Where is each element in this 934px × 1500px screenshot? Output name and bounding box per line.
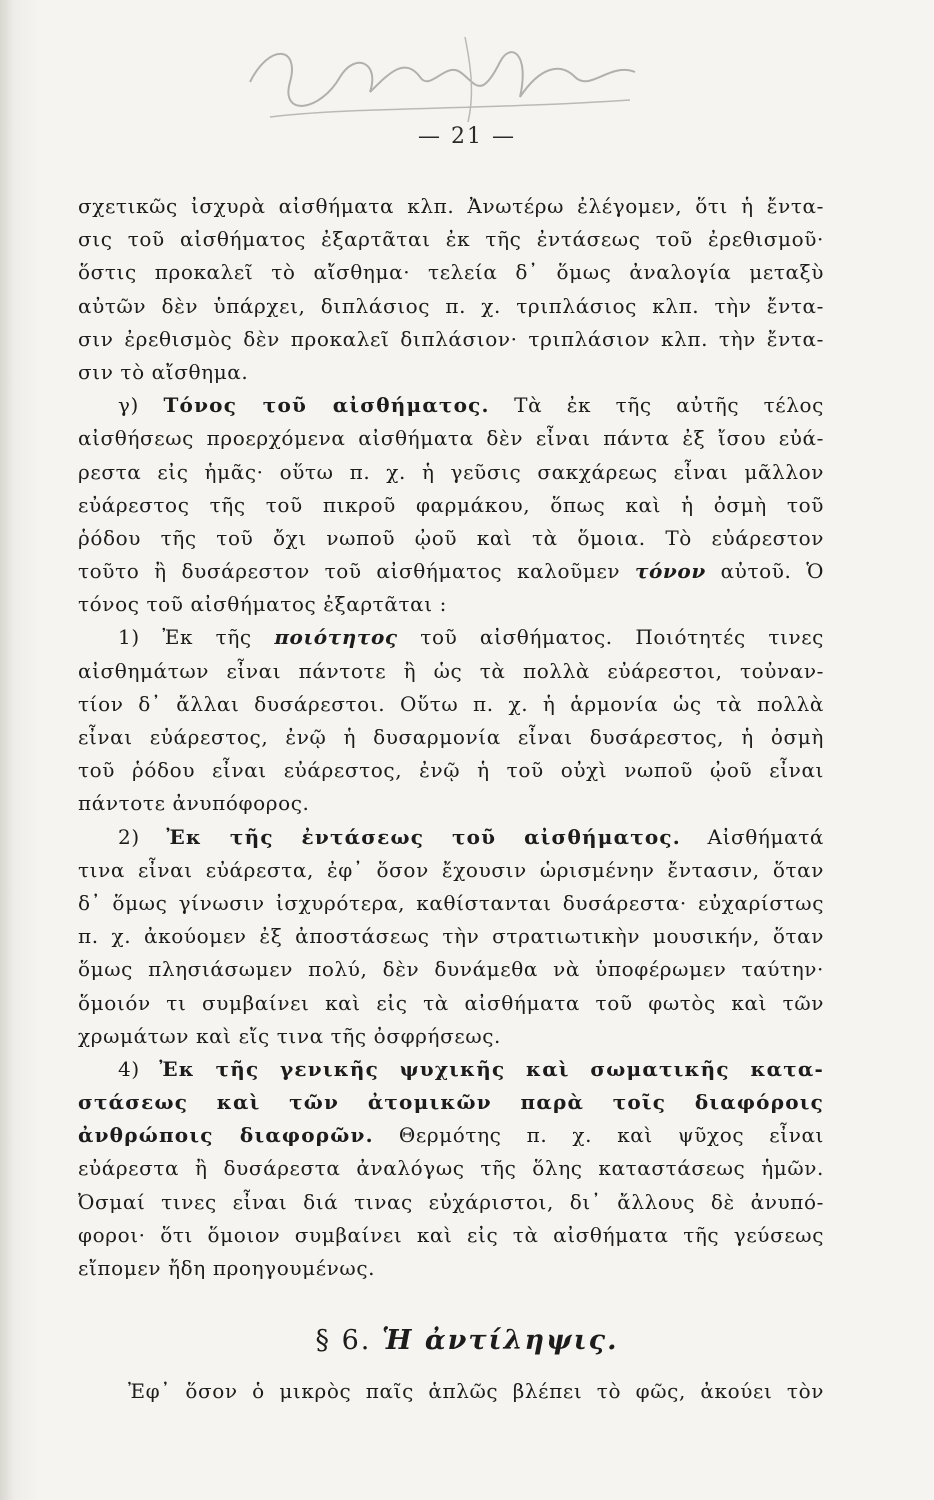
text-line: π. χ. ἀκούομεν ἐξ ἀποστάσεως τὴν στρατιωτικὴν μουσικήν, ὅταν	[78, 924, 824, 949]
text-line	[78, 389, 824, 422]
item-marker: 2)	[118, 824, 167, 849]
text-line: σις τοῦ αἰσθήματος ἐξαρτᾶται ἐκ τῆς ἐντάσεως τοῦ ἐρεθισμοῦ·	[78, 227, 824, 252]
text-line: ρεστα εἰς ἡμᾶς· οὕτω π. χ. ἡ γεῦσις σακχάρεως εἶναι μᾶλλον	[78, 459, 824, 484]
text-line: εὐάρεστα ἢ δυσάρεστα ἀναλόγως τῆς ὅλης καταστάσεως ἡμῶν.	[78, 1156, 824, 1181]
text-line: τινα εἶναι εὐάρεστα, ἐφ᾿ ὅσον ἔχουσιν ὡρισμένην ἔντασιν, ὅταν	[78, 857, 824, 882]
text-line: εὐάρεστος τῆς τοῦ πικροῦ φαρμάκου, ὅπως καὶ ἡ ὀσμὴ τοῦ	[78, 492, 824, 517]
text-run: Τὰ ἐκ τῆς αὐτῆς τέλος	[489, 393, 824, 418]
text-line	[78, 621, 824, 654]
subsection-heading: Ἐκ τῆς ἐντάσεως τοῦ αἰσθήματος.	[166, 824, 681, 849]
text-run: Θερμότης π. χ. καὶ ψῦχος εἶναι	[373, 1123, 824, 1148]
subsection-heading: Ἐκ τῆς γενικῆς ψυχικῆς καὶ σωματικῆς κατα-	[159, 1056, 824, 1081]
subsection-heading: ἀνθρώποις διαφορῶν.	[78, 1123, 374, 1148]
text-line: φοροι· ὅτι ὅμοιον συμβαίνει καὶ εἰς τὰ αἰσθήματα τῆς γεύσεως	[78, 1222, 824, 1247]
handwritten-signature	[230, 22, 650, 132]
text-run: τοῦ αἰσθήματος. Ποιότητές τινες	[397, 625, 824, 650]
text-line: σιν ἐρεθισμὸς δὲν προκαλεῖ διπλάσιον· τριπλάσιον κλπ. τὴν ἔντα-	[78, 326, 824, 351]
text-line: ὅστις προκαλεῖ τὸ αἴσθημα· τελεία δ᾿ ὅμως ἀναλογία μεταξὺ	[78, 260, 824, 285]
text-line: σιν τὸ αἴσθημα.	[78, 359, 249, 384]
text-line	[78, 821, 824, 854]
text-line: τίον δ᾿ ἄλλαι δυσάρεστοι. Οὕτω π. χ. ἡ ἁρμονία ὡς τὰ πολλὰ	[78, 691, 824, 716]
body-text	[78, 190, 824, 1285]
text-line: Ὀσμαί τινες εἶναι διά τινας εὐχάριστοι, δι᾿ ἄλλους δὲ ἀνυπό-	[78, 1189, 824, 1214]
text-line: εἶναι εὐάρεστος, ἐνῷ ἡ δυσαρμονία εἶναι δυσάρεστος, ἡ ὀσμὴ	[78, 725, 824, 749]
subsection-heading: Τόνος τοῦ αἰσθήματος.	[163, 393, 490, 418]
text-line	[78, 1053, 824, 1086]
text-run: 1) Ἐκ τῆς	[118, 625, 275, 650]
text-line: αἰσθημάτων εἶναι πάντοτε ἢ ὡς τὰ πολλὰ εὐάρεστοι, τοὐναν-	[78, 658, 824, 683]
text-line: ὅμως πλησιάσωμεν πολύ, δὲν δυνάμεθα νὰ ὑποφέρωμεν ταύτην·	[78, 957, 824, 982]
text-line: αἰσθήσεως προερχόμενα αἰσθήματα δὲν εἶναι πάντα ἐξ ἴσου εὐά-	[78, 426, 824, 451]
text-line: ὅμοιόν τι συμβαίνει καὶ εἰς τὰ αἰσθήματα τοῦ φωτὸς καὶ τῶν	[78, 990, 824, 1015]
text-line	[78, 1119, 824, 1152]
text-run: αὐτοῦ. Ὁ	[705, 559, 824, 584]
item-marker: 4)	[118, 1056, 160, 1081]
page-number: — 21 —	[418, 124, 516, 149]
text-line: τόνος τοῦ αἰσθήματος ἐξαρτᾶται :	[78, 592, 447, 617]
text-run: τοῦτο ἢ δυσάρεστον τοῦ αἰσθήματος καλοῦμεν	[78, 559, 635, 584]
section-title: Ἡ ἀντίληψις.	[381, 1325, 619, 1356]
text-line: δ᾿ ὅμως γίνωσιν ἰσχυρότερα, καθίστανται δυσάρεστα· εὐχαρίστως	[78, 890, 824, 915]
text-line: πάντοτε ἀνυπόφορος.	[78, 791, 310, 816]
text-line: εἴπομεν ἤδη προηγουμένως.	[78, 1256, 376, 1280]
text-line: χρωμάτων καὶ εἴς τινα τῆς ὀσφρήσεως.	[78, 1023, 501, 1048]
emphasis-term: τόνον	[634, 559, 706, 584]
item-marker: γ)	[118, 393, 164, 418]
emphasis-term: ποιότητος	[274, 625, 398, 650]
subsection-heading: στάσεως καὶ τῶν ἀτομικῶν παρὰ τοῖς διαφόροις	[78, 1090, 824, 1115]
text-line: σχετικῶς ἰσχυρὰ αἰσθήματα κλπ. Ἀνωτέρω ἐλέγομεν, ὅτι ἡ ἔντα-	[78, 194, 824, 218]
text-line	[78, 555, 824, 588]
text-line: αὐτῶν δὲν ὑπάρχει, διπλάσιος π. χ. τριπλάσιος κλπ. τὴν ἔντα-	[78, 293, 824, 318]
section-number: § 6.	[315, 1325, 372, 1356]
text-line: Ἐφ᾿ ὅσον ὁ μικρὸς παῖς ἁπλῶς βλέπει τὸ φῶς, ἀκούει τὸν	[128, 1379, 824, 1403]
section-heading	[0, 1325, 934, 1356]
text-line: τοῦ ῥόδου εἶναι εὐάρεστος, ἐνῷ ἡ τοῦ οὐχὶ νωποῦ ᾠοῦ εἶναι	[78, 758, 824, 783]
text-line	[78, 1086, 824, 1119]
text-run: Αἰσθήματά	[680, 824, 824, 849]
section-body	[128, 1375, 824, 1408]
text-line: ῥόδου τῆς τοῦ ὄχι νωποῦ ᾠοῦ καὶ τὰ ὅμοια. Τὸ εὐάρεστον	[78, 525, 824, 550]
